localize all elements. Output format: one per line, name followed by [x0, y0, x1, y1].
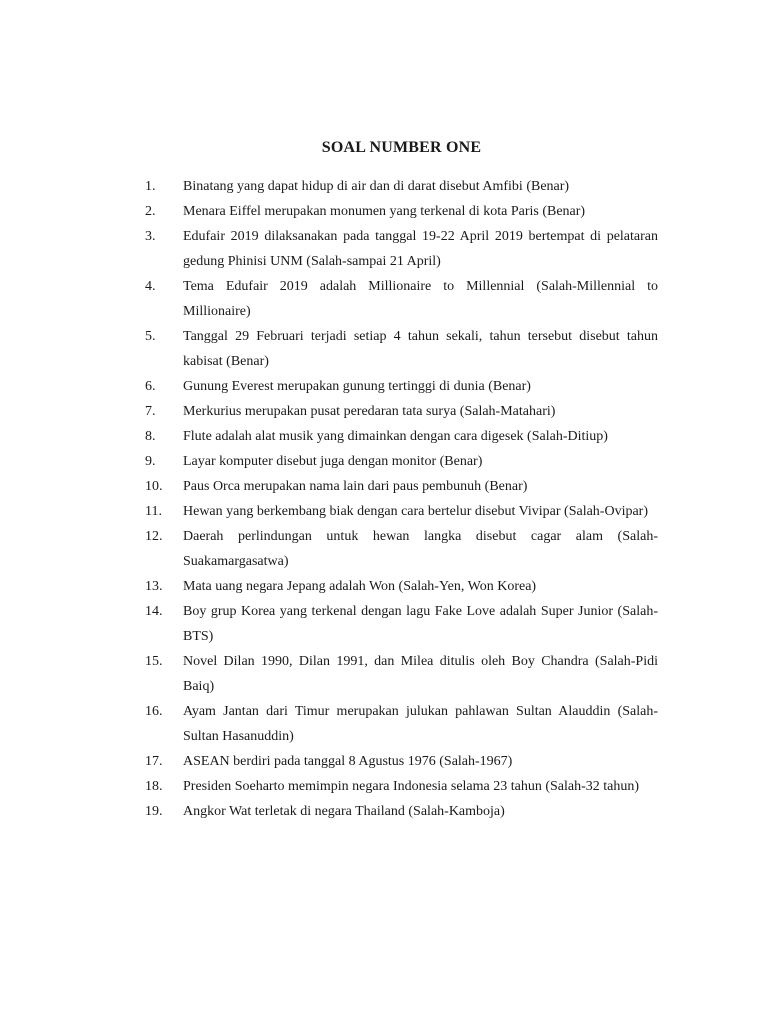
- list-item: [0, 399, 768, 424]
- item-number: 6.: [145, 379, 156, 394]
- item-number: 13.: [145, 579, 163, 594]
- item-text: Ayam Jantan dari Timur merupakan julukan pahlawan Sultan Alauddin (Salah-Sultan Hasanuddin): [183, 704, 658, 744]
- item-text: Edufair 2019 dilaksanakan pada tanggal 19-22 April 2019 bertempat di pelataran gedung Phinisi UNM (Salah-sampai 21 April): [183, 229, 658, 269]
- item-text: Mata uang negara Jepang adalah Won (Salah-Yen, Won Korea): [183, 579, 537, 594]
- item-text: Tanggal 29 Februari terjadi setiap 4 tahun sekali, tahun tersebut disebut tahun kabisat (Benar): [183, 329, 658, 369]
- item-number: 17.: [145, 754, 163, 769]
- item-number: 19.: [145, 804, 163, 819]
- list-item: [0, 749, 768, 774]
- page-title: SOAL NUMBER ONE: [321, 139, 482, 156]
- item-text: Presiden Soeharto memimpin negara Indonesia selama 23 tahun (Salah-32 tahun): [183, 779, 640, 794]
- list-item: [0, 224, 768, 274]
- item-number: 15.: [145, 654, 163, 669]
- list-item: [0, 474, 768, 499]
- item-number: 7.: [145, 404, 156, 419]
- item-text: Flute adalah alat musik yang dimainkan dengan cara digesek (Salah-Ditiup): [183, 429, 608, 444]
- item-text: Paus Orca merupakan nama lain dari paus pembunuh (Benar): [183, 479, 528, 494]
- item-text: ASEAN berdiri pada tanggal 8 Agustus 1976 (Salah-1967): [183, 754, 513, 769]
- item-number: 5.: [145, 329, 156, 344]
- item-number: 16.: [145, 704, 163, 719]
- item-number: 18.: [145, 779, 163, 794]
- item-text: Tema Edufair 2019 adalah Millionaire to Millennial (Salah-Millennial to Millionaire): [183, 279, 658, 319]
- list-item: [0, 649, 768, 699]
- list-item: [0, 174, 768, 199]
- list-item: [0, 599, 768, 649]
- list-item: [0, 499, 768, 524]
- item-number: 12.: [145, 529, 163, 544]
- list-item: [0, 199, 768, 224]
- list-item: [0, 574, 768, 599]
- item-text: Menara Eiffel merupakan monumen yang terkenal di kota Paris (Benar): [183, 204, 586, 219]
- list-item: [0, 524, 768, 574]
- list-item: [0, 424, 768, 449]
- item-number: 8.: [145, 429, 156, 444]
- list-item: [0, 774, 768, 799]
- item-number: 10.: [145, 479, 163, 494]
- item-text: Layar komputer disebut juga dengan monitor (Benar): [183, 454, 483, 469]
- list-item: [0, 274, 768, 324]
- item-text: Boy grup Korea yang terkenal dengan lagu Fake Love adalah Super Junior (Salah-BTS): [183, 604, 658, 644]
- item-number: 2.: [145, 204, 156, 219]
- list-item: [0, 449, 768, 474]
- list-item: [0, 799, 768, 824]
- item-text: Gunung Everest merupakan gunung tertinggi di dunia (Benar): [183, 379, 531, 394]
- list-item: [0, 699, 768, 749]
- list-item: [0, 374, 768, 399]
- item-number: 4.: [145, 279, 156, 294]
- item-number: 3.: [145, 229, 156, 244]
- item-number: 14.: [145, 604, 163, 619]
- item-number: 9.: [145, 454, 156, 469]
- item-text: Daerah perlindungan untuk hewan langka disebut cagar alam (Salah-Suakamargasatwa): [183, 529, 658, 569]
- item-text: Binatang yang dapat hidup di air dan di darat disebut Amfibi (Benar): [183, 179, 570, 194]
- item-number: 11.: [145, 504, 162, 519]
- list-item: [0, 324, 768, 374]
- item-number: 1.: [145, 179, 156, 194]
- item-text: Merkurius merupakan pusat peredaran tata surya (Salah-Matahari): [183, 404, 556, 419]
- question-list: [0, 174, 768, 824]
- item-text: Hewan yang berkembang biak dengan cara bertelur disebut Vivipar (Salah-Ovipar): [183, 504, 649, 519]
- item-text: Angkor Wat terletak di negara Thailand (Salah-Kamboja): [183, 804, 505, 819]
- item-text: Novel Dilan 1990, Dilan 1991, dan Milea ditulis oleh Boy Chandra (Salah-Pidi Baiq): [183, 654, 658, 694]
